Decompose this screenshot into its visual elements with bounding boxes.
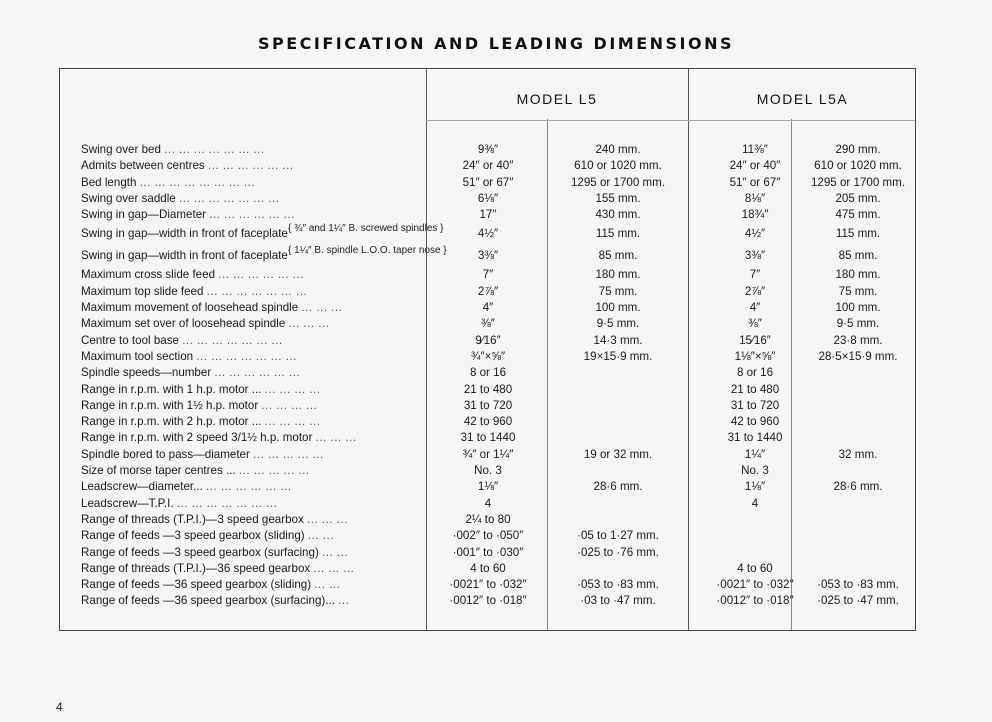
leader-dots: ... ... ... ... ... ... ... [178, 191, 280, 205]
l5-inch-value: 9⅜″ [477, 143, 499, 156]
spec-label-text: Range of threads (T.P.I.)—3 speed gearbox [81, 512, 304, 526]
l5a-inch-value: 42 to 960 [730, 415, 780, 429]
leader-dots: ... ... ... ... [261, 398, 318, 412]
l5-metric-value: 9·5 mm. [596, 317, 640, 331]
spec-label-text: Maximum cross slide feed [81, 268, 216, 282]
table-row [60, 447, 917, 463]
l5a-metric-value: 23·8 mm. [833, 333, 883, 347]
l5-inch-value: 4 [484, 496, 492, 510]
l5-inch-value: 2¼ to 80 [465, 512, 511, 526]
table-row [60, 158, 917, 174]
l5a-metric-value: ·025 to ·47 mm. [817, 594, 899, 608]
spec-label-text: Maximum top slide feed [81, 284, 204, 298]
l5-metric-value: 1295 or 1700 mm. [570, 175, 666, 189]
spec-label [81, 300, 421, 316]
l5-inch-value: 31 to 1440 [460, 431, 516, 445]
spec-label-text: Maximum movement of loosehead spindle [81, 301, 299, 315]
leader-dots: ... ... ... ... ... ... ... [164, 143, 265, 156]
spec-label-text: Range of feeds —36 speed gearbox (surfacing)... [81, 594, 335, 608]
l5-inch-value: No. 3 [474, 464, 502, 478]
spec-label-text: Bed length [81, 175, 137, 189]
leader-dots: ... ... ... ... [264, 382, 321, 396]
model-l5-heading: MODEL L5 [516, 91, 598, 107]
l5a-inch-value: 8 or 16 [736, 366, 774, 380]
table-row [60, 349, 917, 365]
l5a-inch-value: 7″ [749, 268, 761, 282]
spec-label [81, 365, 421, 381]
spec-table [59, 68, 916, 631]
l5-metric-value: 155 mm. [595, 191, 641, 205]
l5-metric-value: ·05 to 1·27 mm. [577, 529, 659, 543]
l5-inch-value: 2⅞″ [477, 284, 499, 298]
spec-label [81, 479, 421, 495]
spec-label [81, 175, 421, 191]
l5a-metric-value: 85 mm. [838, 249, 878, 263]
l5-metric-value: ·053 to ·83 mm. [577, 578, 659, 592]
l5a-inch-value: 31 to 1440 [727, 431, 783, 445]
l5-metric-value: 240 mm. [595, 143, 641, 156]
l5a-inch-value: 24″ or 40″ [729, 159, 781, 173]
leader-dots: ... ... ... ... ... ... [206, 480, 292, 494]
spec-label-text: Range of feeds —3 speed gearbox (surfacing) [81, 545, 319, 559]
spec-label [81, 414, 421, 430]
spec-label [81, 142, 421, 158]
spec-label [81, 382, 421, 398]
spec-label [81, 158, 421, 174]
leader-dots: ... ... [307, 529, 334, 543]
l5a-inch-value: 1⅛″ [744, 480, 766, 494]
spec-label-text: Swing over saddle [81, 191, 176, 205]
l5a-metric-value: 75 mm. [838, 284, 878, 298]
spec-label [81, 333, 421, 349]
l5-metric-value: 75 mm. [598, 284, 638, 298]
l5-metric-value: 180 mm. [595, 268, 641, 282]
l5a-metric-value: 1295 or 1700 mm. [810, 175, 906, 189]
l5-inch-value: 21 to 480 [463, 382, 513, 396]
spec-label-text: Maximum tool section [81, 349, 194, 363]
spec-label-text: Leadscrew—T.P.I. [81, 496, 174, 510]
spec-rows [60, 142, 917, 610]
table-row [60, 463, 917, 479]
page-title: SPECIFICATION AND LEADING DIMENSIONS [258, 34, 734, 53]
l5-inch-value: 3⅜″ [477, 249, 499, 263]
l5-inch-value: 31 to 720 [463, 398, 513, 412]
spindle-note: { 1¼″ B. spindle L.O.O. taper nose } [288, 246, 447, 256]
table-row [60, 207, 917, 223]
table-row [60, 561, 917, 577]
spec-label [81, 593, 421, 609]
leader-dots: ... ... ... ... ... ... [214, 366, 301, 380]
spec-label [81, 191, 421, 207]
l5-inch-value: 4″ [482, 301, 494, 315]
leader-dots: ... ... ... [307, 512, 348, 526]
l5-metric-value: 14·3 mm. [593, 333, 643, 347]
l5-inch-value: 17″ [479, 208, 497, 222]
l5a-inch-value: 21 to 480 [730, 382, 780, 396]
leader-dots: ... ... ... ... ... ... ... [182, 333, 283, 347]
table-row [60, 496, 917, 512]
l5-metric-value: 19×15·9 mm. [583, 349, 653, 363]
l5a-metric-value: 290 mm. [835, 143, 881, 156]
l5a-metric-value: 100 mm. [835, 301, 881, 315]
spec-label [81, 577, 421, 593]
l5-inch-value: ·002″ to ·050″ [452, 529, 524, 543]
spec-label-text: Swing in gap—Diameter [81, 208, 207, 222]
table-row [60, 398, 917, 414]
leader-dots: ... ... ... ... ... ... [207, 159, 294, 173]
l5a-inch-value: 1⅛″×⅝″ [734, 349, 776, 363]
leader-dots: ... ... ... ... [264, 415, 321, 429]
spec-label-text: Spindle speeds—number [81, 366, 212, 380]
l5a-metric-value: 205 mm. [835, 191, 881, 205]
spec-label-text: Range of feeds —36 speed gearbox (sliding) [81, 578, 312, 592]
spindle-note: { ¾″ and 1¼″ B. screwed spindles } [288, 224, 444, 234]
l5a-metric-value: 475 mm. [835, 208, 881, 222]
header-rule [426, 120, 915, 121]
l5a-inch-value: 15⁄16″ [739, 333, 771, 347]
leader-dots: ... ... ... ... ... [238, 464, 310, 478]
spec-label-text: Range in r.p.m. with 2 h.p. motor ... [81, 415, 262, 429]
l5a-metric-value: 115 mm. [835, 227, 881, 241]
leader-dots: ... ... ... ... ... ... [209, 208, 295, 222]
spec-label [81, 349, 421, 365]
l5a-metric-value: 28·5×15·9 mm. [818, 349, 898, 363]
l5a-metric-value: 9·5 mm. [836, 317, 880, 331]
l5a-inch-value: 8⅛″ [744, 191, 766, 205]
l5-metric-value: 100 mm. [595, 301, 641, 315]
table-row [60, 300, 917, 316]
l5-inch-value: 4½″ [477, 227, 499, 241]
leader-dots: ... ... ... ... ... [253, 447, 324, 461]
table-row [60, 267, 917, 283]
l5a-metric-value: 610 or 1020 mm. [814, 159, 902, 173]
leader-dots: ... ... ... ... ... ... ... [176, 496, 278, 510]
spec-label [81, 447, 421, 463]
table-row [60, 333, 917, 349]
leader-dots: ... ... ... [288, 317, 330, 331]
l5-metric-value: 19 or 32 mm. [583, 447, 653, 461]
table-row [60, 284, 917, 300]
table-row [60, 430, 917, 446]
l5a-inch-value: 2⅞″ [744, 284, 766, 298]
spec-label [81, 398, 421, 414]
l5-inch-value: 42 to 960 [463, 415, 513, 429]
spec-label-text: Swing over bed [81, 143, 161, 156]
page-number: 4 [56, 700, 63, 714]
table-row [60, 545, 917, 561]
spec-label-text: Swing in gap—width in front of faceplate [81, 227, 288, 241]
table-row [60, 528, 917, 544]
l5a-inch-value: 4″ [749, 301, 761, 315]
leader-dots: ... ... ... ... ... ... ... [196, 349, 297, 363]
l5-metric-value: 28·6 mm. [593, 480, 643, 494]
spec-label [81, 528, 421, 544]
l5-metric-value: 610 or 1020 mm. [574, 159, 662, 173]
spec-label-text: Range of feeds —3 speed gearbox (sliding) [81, 529, 305, 543]
l5-inch-value: ¾″×⅝″ [470, 349, 506, 363]
l5-metric-value: ·025 to ·76 mm. [577, 545, 659, 559]
spec-label-text: Size of morse taper centres ... [81, 464, 236, 478]
table-row [60, 577, 917, 593]
spec-label [81, 545, 421, 561]
spec-label [81, 561, 421, 577]
spec-label-text: Range of threads (T.P.I.)—36 speed gearbox [81, 561, 311, 575]
l5a-inch-value: 4 to 60 [737, 561, 773, 575]
leader-dots: ... ... ... ... ... ... ... ... [139, 175, 256, 189]
l5-inch-value: 9⁄16″ [475, 333, 501, 347]
l5-metric-value: 85 mm. [598, 249, 638, 263]
l5-inch-value: ·001″ to ·030″ [452, 545, 524, 559]
l5a-inch-value: 51″ or 67″ [729, 175, 781, 189]
l5-inch-value: 51″ or 67″ [462, 175, 514, 189]
spec-label [81, 207, 421, 223]
spec-label [81, 430, 421, 446]
l5a-inch-value: 4 [751, 496, 759, 510]
l5-metric-value: ·03 to ·47 mm. [580, 594, 656, 608]
l5-inch-value: 8 or 16 [469, 366, 507, 380]
leader-dots: ... [338, 594, 350, 608]
l5a-inch-value: 31 to 720 [730, 398, 780, 412]
l5-inch-value: 7″ [482, 268, 494, 282]
l5a-inch-value: 18¾″ [741, 208, 769, 222]
spec-label [81, 267, 421, 283]
spec-label-text: Leadscrew—diameter... [81, 480, 203, 494]
l5-inch-value: 4 to 60 [470, 561, 506, 575]
spec-label-text: Range in r.p.m. with 1½ h.p. motor [81, 398, 259, 412]
l5a-metric-value: 180 mm. [835, 268, 881, 282]
l5a-inch-value: 4½″ [744, 227, 766, 241]
l5a-metric-value: 28·6 mm. [833, 480, 883, 494]
l5-inch-value: 6⅛″ [477, 191, 499, 205]
l5-inch-value: 24″ or 40″ [462, 159, 514, 173]
l5-metric-value: 430 mm. [595, 208, 641, 222]
spec-label-text: Spindle bored to pass—diameter [81, 447, 250, 461]
l5a-inch-value: 1¼″ [744, 447, 766, 461]
spec-label [81, 512, 421, 528]
leader-dots: ... ... ... ... ... ... [218, 268, 304, 282]
l5a-metric-value: ·053 to ·83 mm. [817, 578, 899, 592]
l5a-metric-value: 32 mm. [838, 447, 878, 461]
spec-label [81, 463, 421, 479]
leader-dots: ... ... ... [315, 431, 357, 445]
spec-label-text: Maximum set over of loosehead spindle [81, 317, 286, 331]
leader-dots: ... ... ... [301, 301, 343, 315]
l5-metric-value: 115 mm. [595, 227, 641, 241]
table-row [60, 479, 917, 495]
spec-label-text: Swing in gap—width in front of faceplate [81, 249, 288, 263]
table-row [60, 175, 917, 191]
spec-label [81, 496, 421, 512]
table-row [60, 142, 917, 158]
spec-label-text: Range in r.p.m. with 2 speed 3/1½ h.p. motor [81, 431, 313, 445]
l5-inch-value: ·0012″ to ·018″ [449, 594, 527, 608]
spec-label [81, 316, 421, 332]
model-l5a-heading: MODEL L5A [756, 91, 849, 107]
spec-label [81, 284, 421, 300]
l5a-inch-value: ⅜″ [748, 317, 762, 331]
leader-dots: ... ... ... ... ... ... ... [206, 284, 308, 298]
spec-label-text: Range in r.p.m. with 1 h.p. motor ... [81, 382, 262, 396]
l5a-inch-value: 11⅜″ [742, 143, 768, 156]
table-row [60, 245, 917, 267]
l5a-inch-value: No. 3 [741, 464, 769, 478]
l5a-inch-value: ·0012″ to ·018″ [716, 594, 794, 608]
table-row [60, 223, 917, 245]
table-row [60, 316, 917, 332]
l5-inch-value: ⅜″ [481, 317, 495, 331]
table-row [60, 382, 917, 398]
table-row [60, 365, 917, 381]
l5-inch-value: 1⅛″ [477, 480, 499, 494]
l5a-inch-value: 3⅜″ [744, 249, 766, 263]
leader-dots: ... ... [314, 578, 341, 592]
table-row [60, 593, 917, 609]
l5a-inch-value: ·0021″ to ·032″ [716, 578, 794, 592]
table-row [60, 414, 917, 430]
spec-label-text: Admits between centres [81, 159, 205, 173]
table-row [60, 191, 917, 207]
leader-dots: ... ... [322, 545, 349, 559]
table-row [60, 512, 917, 528]
spec-label-text: Centre to tool base [81, 333, 179, 347]
leader-dots: ... ... ... [313, 561, 355, 575]
l5-inch-value: ·0021″ to ·032″ [449, 578, 527, 592]
l5-inch-value: ¾″ or 1¼″ [462, 447, 514, 461]
